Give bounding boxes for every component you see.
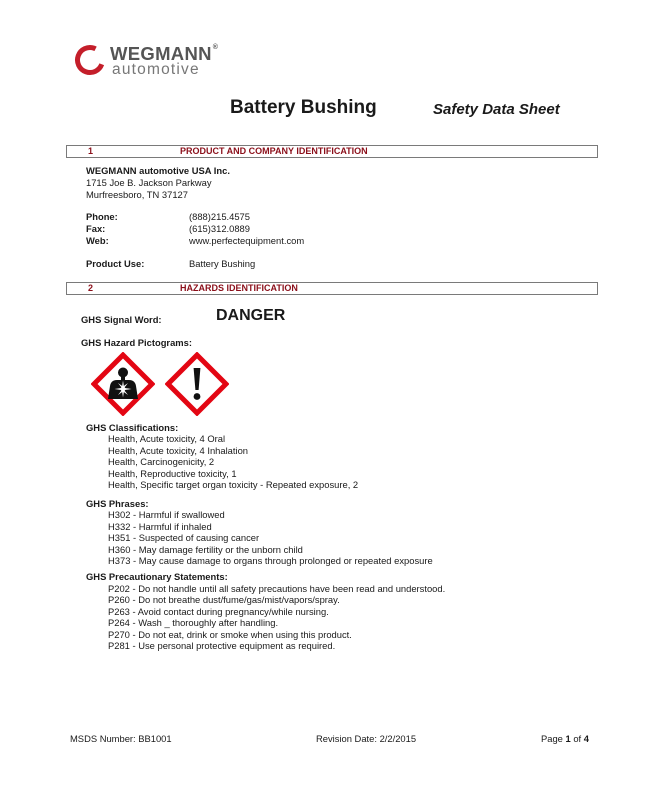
- precautionary-title: GHS Precautionary Statements:: [86, 571, 228, 582]
- phrase-item: H351 - Suspected of causing cancer: [108, 532, 260, 543]
- section-1-title: PRODUCT AND COMPANY IDENTIFICATION: [180, 146, 368, 156]
- wegmann-logo-mark-icon: [74, 44, 106, 76]
- fax-label: Fax:: [86, 223, 106, 234]
- document-subtitle: Safety Data Sheet: [433, 101, 560, 118]
- phone-value: (888)215.4575: [189, 211, 250, 222]
- phrase-item: H302 - Harmful if swallowed: [108, 509, 225, 520]
- pictograms-label: GHS Hazard Pictograms:: [81, 337, 192, 348]
- product-use-value: Battery Bushing: [189, 258, 256, 269]
- classification-item: Health, Specific target organ toxicity - Repeated exposure, 2: [108, 479, 359, 490]
- registered-mark: ®: [212, 44, 219, 51]
- precautionary-item: P264 - Wash _ thoroughly after handling.: [108, 617, 279, 628]
- web-label: Web:: [86, 235, 109, 246]
- phone-label: Phone:: [86, 211, 118, 222]
- page-indicator: [541, 733, 589, 744]
- logo-brand: WEGMANN®: [110, 43, 219, 64]
- classification-item: Health, Reproductive toxicity, 1: [108, 468, 237, 479]
- revision-date: Revision Date: 2/2/2015: [316, 733, 417, 744]
- precautionary-item: P281 - Use personal protective equipment as required.: [108, 640, 336, 651]
- signal-word-label: GHS Signal Word:: [81, 314, 162, 325]
- company-address-line2: Murfreesboro, TN 37127: [86, 189, 188, 200]
- classifications-title: GHS Classifications:: [86, 422, 179, 433]
- precautionary-item: P270 - Do not eat, drink or smoke when using this product.: [108, 629, 352, 640]
- page-prefix: Page: [541, 733, 566, 744]
- section-1-number: 1: [88, 146, 94, 156]
- company-name: WEGMANN automotive USA Inc.: [86, 165, 230, 176]
- section-2-header: [66, 282, 598, 295]
- precautionary-item: P202 - Do not handle until all safety precautions have been read and understood.: [108, 583, 446, 594]
- precautionary-item: P263 - Avoid contact during pregnancy/while nursing.: [108, 606, 329, 617]
- signal-word: DANGER: [216, 307, 286, 324]
- section-2-number: 2: [88, 283, 94, 293]
- page-current: 1: [565, 733, 571, 744]
- phrases-title: GHS Phrases:: [86, 498, 149, 509]
- phrase-item: H332 - Harmful if inhaled: [108, 521, 212, 532]
- product-use-label: Product Use:: [86, 258, 145, 269]
- phrase-item: H360 - May damage fertility or the unborn child: [108, 544, 303, 555]
- health-hazard-icon: [91, 352, 155, 416]
- msds-number: MSDS Number: BB1001: [70, 733, 172, 744]
- page-total: 4: [583, 733, 589, 744]
- fax-value: (615)312.0889: [189, 223, 250, 234]
- page-of: of: [570, 733, 584, 744]
- company-address-line1: 1715 Joe B. Jackson Parkway: [86, 177, 212, 188]
- web-value: www.perfectequipment.com: [189, 235, 305, 246]
- precautionary-item: P260 - Do not breathe dust/fume/gas/mist/vapors/spray.: [108, 594, 340, 605]
- exclamation-mark-icon: [165, 352, 229, 416]
- phrase-item: H373 - May cause damage to organs through prolonged or repeated exposure: [108, 555, 433, 566]
- logo-subtitle: automotive: [112, 61, 200, 78]
- classification-item: Health, Acute toxicity, 4 Inhalation: [108, 445, 249, 456]
- document-title: Battery Bushing: [230, 97, 377, 118]
- classification-item: Health, Acute toxicity, 4 Oral: [108, 433, 226, 444]
- section-2-title: HAZARDS IDENTIFICATION: [180, 283, 298, 293]
- classification-item: Health, Carcinogenicity, 2: [108, 456, 215, 467]
